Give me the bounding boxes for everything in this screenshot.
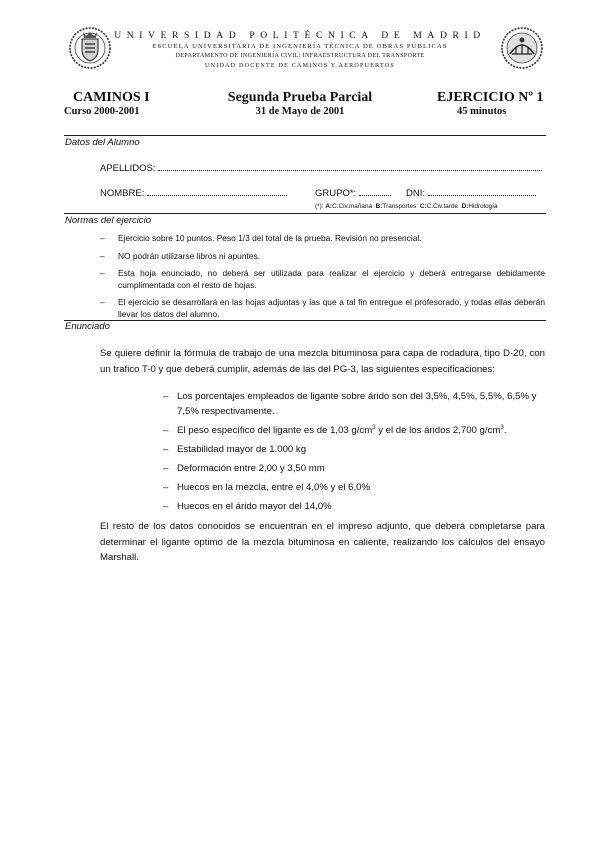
subject-title: CAMINOS I bbox=[73, 90, 150, 105]
group-line[interactable] bbox=[359, 189, 391, 196]
list-item: – El ejercicio se desarrollará en las hojas adjuntas y las que a tal fin entregue el profesorado, y todas ellas deberán llevar los datos del alumno. bbox=[100, 297, 545, 320]
list-item: – Estabilidad mayor de 1.000 kg bbox=[163, 442, 545, 457]
surname-line[interactable] bbox=[158, 164, 542, 171]
list-item: – NO podrán utilizarse libros ni apuntes. bbox=[100, 251, 545, 263]
list-item: – Ejercicio sobre 10 puntos. Peso 1/3 del total de la prueba. Revisión no presencial. bbox=[100, 233, 545, 245]
divider bbox=[64, 213, 546, 214]
name-label: NOMBRE: bbox=[100, 188, 145, 199]
list-item: – El peso específico del ligante es de 1,03 $g/cm^3$ y el de los áridos 2,700 $g/cm^3$. bbox=[163, 423, 545, 438]
dni-field[interactable] bbox=[406, 188, 536, 199]
department-name: DEPARTAMENTO DE INGENIERÍA CIVIL: INFRAESTRUCTURA DEL TRANSPORTE bbox=[175, 53, 425, 59]
school-name: ESCUELA UNIVERSITARIA DE INGENIERÍA TÉCNICA DE OBRAS PÚBLICAS bbox=[152, 43, 448, 50]
exam-date: 31 de Mayo de 2001 bbox=[255, 106, 345, 117]
course-year: Curso 2000-2001 bbox=[64, 106, 140, 117]
unit-name: UNIDAD DOCENTE DE CAMINOS Y AEROPUERTOS bbox=[205, 63, 395, 69]
dni-line[interactable] bbox=[428, 189, 536, 196]
list-item: – Huecos en la mezcla, entre el 4,0% y el 6,0% bbox=[163, 480, 545, 495]
group-field[interactable] bbox=[315, 188, 391, 199]
dni-label: DNI: bbox=[406, 188, 425, 199]
divider bbox=[64, 320, 546, 321]
statement-intro: Se quiere definir la fórmula de trabajo de una mezcla bituminosa para capa de rodadura, tipo D-20, con un trafico T-0 y que deberá cumplir, además de las del PG-3, las siguientes especificaciones: bbox=[100, 348, 545, 375]
list-item: – Huecos en el árido mayor del 14,0% bbox=[163, 499, 545, 514]
name-field[interactable] bbox=[100, 188, 287, 199]
list-item: – Deformación entre 2,00 y 3,50 mm bbox=[163, 461, 545, 476]
section-student-data: Datos del Alumno bbox=[65, 137, 140, 148]
specs-list bbox=[163, 389, 545, 518]
divider bbox=[64, 135, 546, 136]
list-item: – Esta hoja enunciado, no deberá ser utilizada para realizar el ejercicio y deberá entregarse debidamente cumplimentada con el resto de hojas. bbox=[100, 268, 545, 291]
exercise-number: EJERCICIO Nº 1 bbox=[437, 90, 544, 105]
surname-field[interactable] bbox=[100, 163, 542, 174]
rules-list bbox=[100, 233, 545, 326]
section-statement: Enunciado bbox=[65, 321, 110, 332]
list-item: – Los porcentajes empleados de ligante sobre árido son del 3,5%, 4,5%, 5,5%, 6,5% y 7,5% respectivamente. bbox=[163, 389, 545, 419]
statement-closing: El resto de los datos conocidos se encuentran en el impreso adjunto, que deberá completarse para determinar el ligante optimo de la mezcla bituminosa en caliente, realizando los cálculos del ensayo Marshall. bbox=[100, 521, 545, 563]
name-line[interactable] bbox=[147, 189, 287, 196]
surname-label: APELLIDOS: bbox=[100, 163, 156, 174]
university-name: UNIVERSIDAD POLITÉCNICA DE MADRID bbox=[114, 30, 486, 41]
section-rules: Normas del ejercicio bbox=[65, 215, 152, 226]
group-label: GRUPO*: bbox=[315, 188, 357, 199]
exam-title: Segunda Prueba Parcial bbox=[227, 90, 373, 105]
exam-duration: 45 minutos bbox=[457, 106, 507, 117]
group-legend: (*): A:C.Civ.mañana B:Transportes C:C.Civ.tarde D:Hidrología bbox=[315, 203, 498, 210]
